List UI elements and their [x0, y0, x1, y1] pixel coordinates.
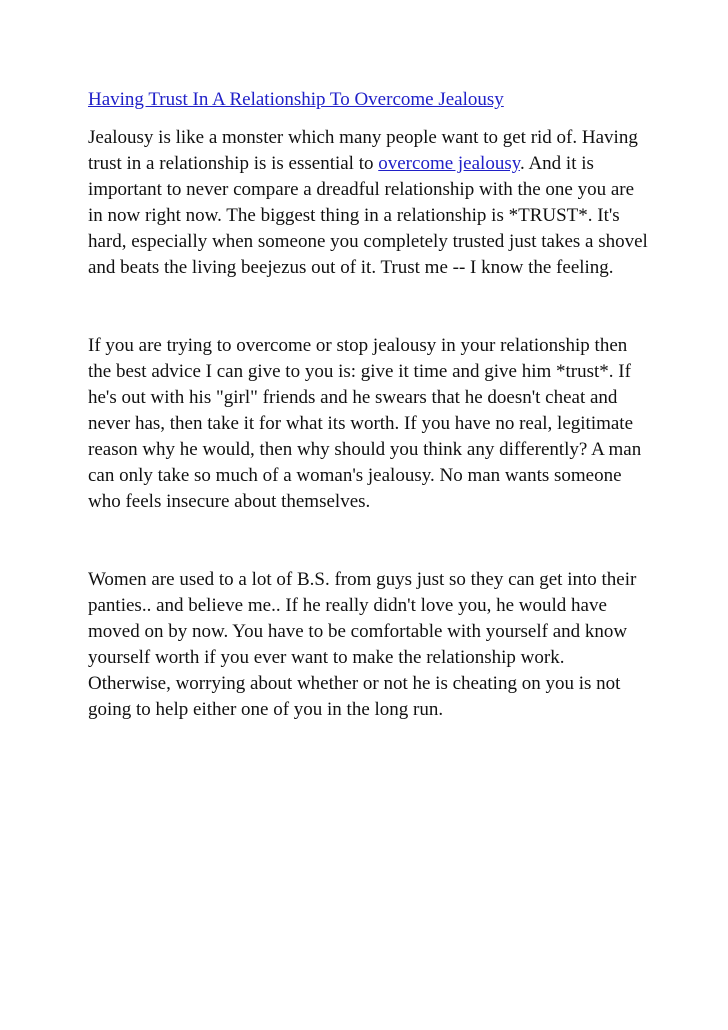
overcome-jealousy-link[interactable]: overcome jealousy	[378, 153, 520, 174]
title-line	[88, 87, 648, 113]
paragraph-1-text-before: Jealousy is like a monster which many people want to get rid of. Having trust in a relationship is is essential to	[88, 127, 638, 174]
paragraph-1	[88, 125, 648, 281]
paragraph-2: If you are trying to overcome or stop jealousy in your relationship then the best advice I can give to you is: give it time and give him *trust*. If he's out with his "girl" friends and he swears that he doesn't cheat and never has, then take it for what its worth. If you have no real, legitimate reason why he would, then why should you think any differently? A man can only take so much of a woman's jealousy. No man wants someone who feels insecure about themselves.	[88, 335, 642, 512]
paragraph-1-text-after: . And it is important to never compare a dreadful relationship with the one you are in now right now. The biggest thing in a relationship is *TRUST*. It's hard, especially when someone you completely trusted just takes a shovel and beats the living beejezus out of it. Trust me -- I know the feeling.	[88, 153, 648, 278]
paragraph-3: Women are used to a lot of B.S. from guys just so they can get into their panties.. and believe me.. If he really didn't love you, he would have moved on by now. You have to be comfortable with yourself and know yourself worth if you ever want to make the relationship work. Otherwise, worrying about whether or not he is cheating on you is not going to help either one of you in the long run.	[88, 569, 637, 720]
document-body	[88, 87, 648, 723]
title-link[interactable]: Having Trust In A Relationship To Overcome Jealousy	[88, 89, 504, 110]
